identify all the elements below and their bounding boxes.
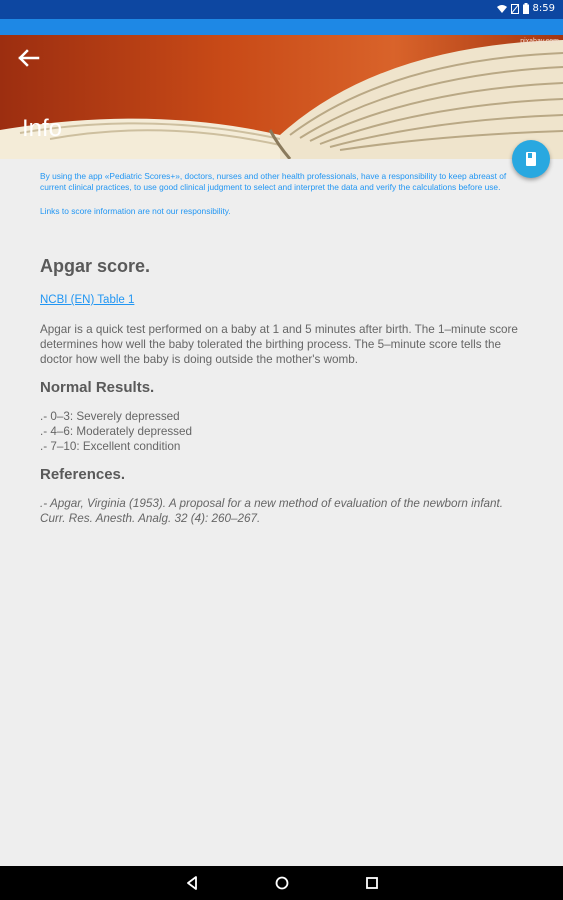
references-heading: References. (40, 466, 126, 483)
status-icons (497, 3, 555, 14)
disclaimer (40, 171, 515, 217)
status-time: 8:59 (532, 3, 555, 14)
normal-results-list (40, 409, 525, 454)
wifi-icon (497, 4, 507, 14)
source-link[interactable]: NCBI (EN) Table 1 (40, 294, 135, 306)
arrow-left-icon[interactable] (16, 48, 40, 68)
disclaimer-text: By using the app «Pediatric Scores+», doctors, nurses and other health professionals, have a responsibility to keep abreast of current clinical practices, to use good clinical judgment to select and interpret the data and verify the calculations before use. (40, 171, 507, 193)
score-heading: Apgar score. (40, 256, 151, 276)
no-sim-icon (511, 4, 519, 14)
reference-text: .- Apgar, Virginia (1953). A proposal for a new method of evaluation of the newborn infant. Curr. Res. Anesth. Analg. 32 (4): 260–267. (40, 497, 504, 525)
app-bar-strip (0, 19, 563, 35)
circle-home-icon[interactable] (272, 874, 292, 892)
triangle-back-icon[interactable] (182, 874, 202, 892)
square-recents-icon[interactable] (362, 874, 382, 892)
score-description: Apgar is a quick test performed on a baby at 1 and 5 minutes after birth. The 1–minute score determines how well the baby tolerated the birthing process. The 5–minute score tells the doctor how well the baby is doing outside the mother's womb. (40, 323, 518, 366)
status-bar (0, 0, 563, 19)
book-fab-button[interactable] (512, 140, 550, 178)
book-icon (525, 152, 537, 166)
links-note: Links to score information are not our responsibility. (40, 205, 231, 216)
normal-results-heading: Normal Results. (40, 379, 155, 396)
image-credit: pixabay.com (520, 38, 559, 45)
battery-icon (523, 3, 529, 14)
list-item: .- 4–6: Moderately depressed (40, 425, 193, 438)
list-item: .- 0–3: Severely depressed (40, 410, 180, 423)
list-item: .- 7–10: Excellent condition (40, 440, 181, 453)
header-image (0, 35, 563, 159)
score-info (40, 256, 525, 526)
navigation-bar (0, 866, 563, 900)
page-title: Info (22, 115, 63, 142)
open-book-image (0, 35, 563, 159)
